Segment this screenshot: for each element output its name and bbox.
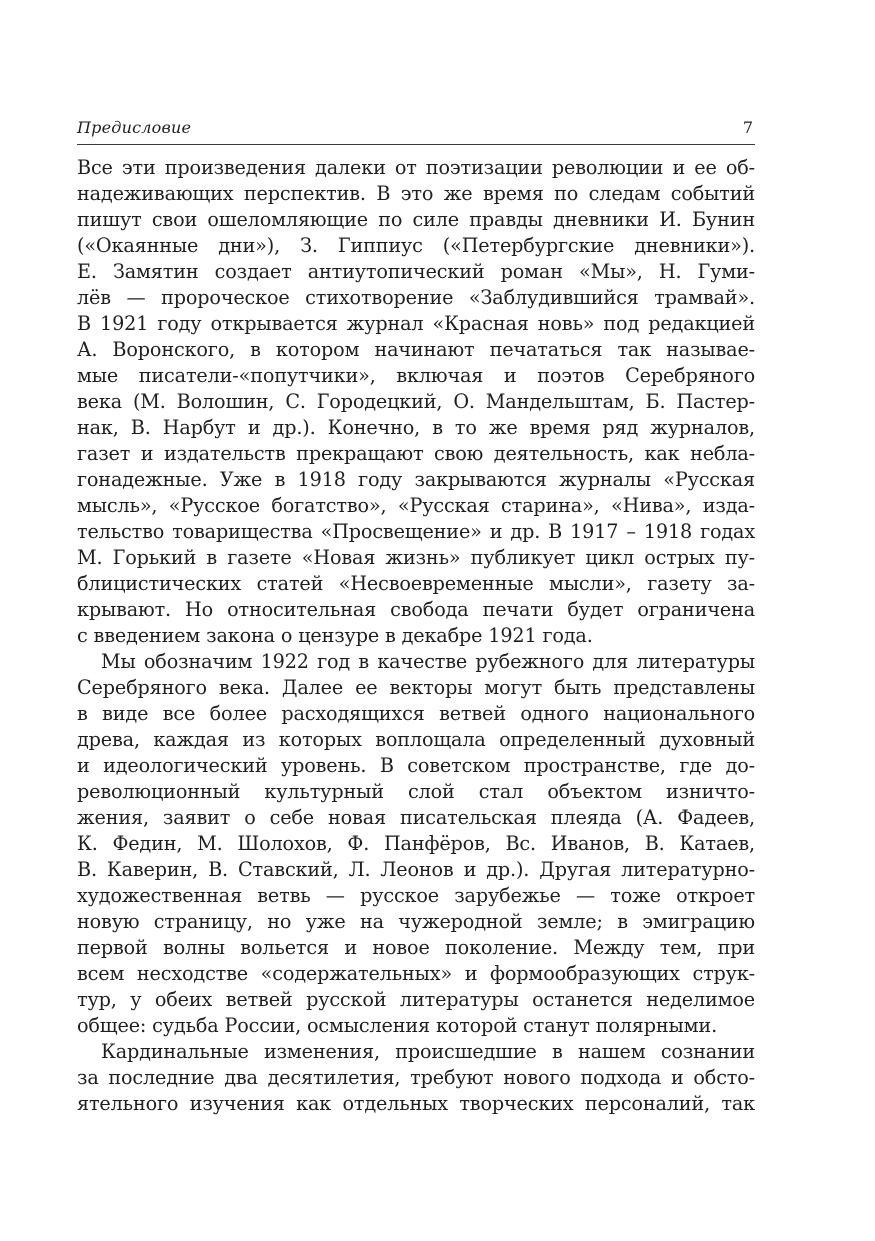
text-line: с введением закона о цензуре в декабре 1921 года. bbox=[77, 624, 593, 647]
text-line: Кардинальные изменения, происшедшие в нашем сознании bbox=[101, 1040, 755, 1063]
body-text bbox=[77, 155, 755, 1117]
text-line: художественная ветвь — русское зарубежье — тоже откроет bbox=[77, 884, 755, 907]
paragraph-1 bbox=[77, 155, 755, 649]
text-line: тельство товарищества «Просвещение» и др. В 1917 – 1918 годах bbox=[77, 520, 755, 543]
text-line: мысль», «Русское богатство», «Русская старина», «Нива», изда- bbox=[77, 494, 755, 517]
running-head bbox=[77, 116, 755, 140]
text-line: первой волны вольется и новое поколение. Между тем, при bbox=[77, 936, 755, 959]
text-line: пишут свои ошеломляющие по силе правды дневники И. Бунин bbox=[77, 208, 755, 231]
text-line: и идеологический уровень. В советском пространстве, где до- bbox=[77, 754, 755, 777]
text-line: А. Воронского, в котором начинают печататься так называе- bbox=[77, 338, 755, 361]
text-line: древа, каждая из которых воплощала определенный духовный bbox=[77, 728, 755, 751]
text-line: гонадежные. Уже в 1918 году закрываются журналы «Русская bbox=[77, 468, 755, 491]
text-line: Серебряного века. Далее ее векторы могут быть представлены bbox=[77, 676, 755, 699]
text-line: века (М. Волошин, С. Городецкий, О. Мандельштам, Б. Пастер- bbox=[77, 390, 755, 413]
text-line: крывают. Но относительная свобода печати будет ограничена bbox=[77, 598, 755, 621]
text-line: газет и издательств прекращают свою деятельность, как небла- bbox=[77, 442, 755, 465]
text-line: общее: судьба России, осмысления которой станут полярными. bbox=[77, 1014, 718, 1037]
text-line: революционный культурный слой стал объектом изничто- bbox=[77, 780, 755, 803]
text-line: («Окаянные дни»), З. Гиппиус («Петербургские дневники»). bbox=[77, 234, 755, 257]
text-line: Е. Замятин создает антиутопический роман «Мы», Н. Гуми- bbox=[77, 260, 755, 283]
text-line: новую страницу, но уже на чужеродной земле; в эмиграцию bbox=[77, 910, 755, 933]
text-line: нак, В. Нарбут и др.). Конечно, в то же время ряд журналов, bbox=[77, 416, 755, 439]
running-head-title: Предисловие bbox=[77, 118, 192, 137]
paragraph-3 bbox=[77, 1039, 755, 1117]
text-line: В. Каверин, В. Ставский, Л. Леонов и др.). Другая литературно- bbox=[77, 858, 755, 881]
text-line: жения, заявит о себе новая писательская плеяда (А. Фадеев, bbox=[77, 806, 755, 829]
text-line: Мы обозначим 1922 год в качестве рубежного для литературы bbox=[101, 650, 755, 673]
page-number: 7 bbox=[742, 118, 753, 137]
text-line: всем несходстве «содержательных» и формообразующих струк- bbox=[77, 962, 755, 985]
text-line: В 1921 году открывается журнал «Красная новь» под редакцией bbox=[77, 312, 755, 335]
text-line: лёв — пророческое стихотворение «Заблудившийся трамвай». bbox=[77, 286, 755, 309]
header-rule bbox=[77, 144, 755, 145]
text-line: ятельного изучения как отдельных творческих персоналий, так bbox=[77, 1092, 755, 1115]
text-line: в виде все более расходящихся ветвей одного национального bbox=[77, 702, 755, 725]
text-line: Все эти произведения далеки от поэтизации революции и ее об- bbox=[77, 156, 755, 179]
paragraph-2 bbox=[77, 649, 755, 1039]
text-line: мые писатели-«попутчики», включая и поэтов Серебряного bbox=[77, 364, 755, 387]
text-line: М. Горький в газете «Новая жизнь» публикует цикл острых пу- bbox=[77, 546, 755, 569]
text-line: тур, у обеих ветвей русской литературы останется неделимое bbox=[77, 988, 755, 1011]
text-line: К. Федин, М. Шолохов, Ф. Панфёров, Вс. Иванов, В. Катаев, bbox=[77, 832, 755, 855]
text-line: блицистических статей «Несвоевременные мысли», газету за- bbox=[77, 572, 755, 595]
text-line: надеживающих перспектив. В это же время по следам событий bbox=[77, 182, 755, 205]
text-line: за последние два десятилетия, требуют нового подхода и обсто- bbox=[77, 1066, 755, 1089]
